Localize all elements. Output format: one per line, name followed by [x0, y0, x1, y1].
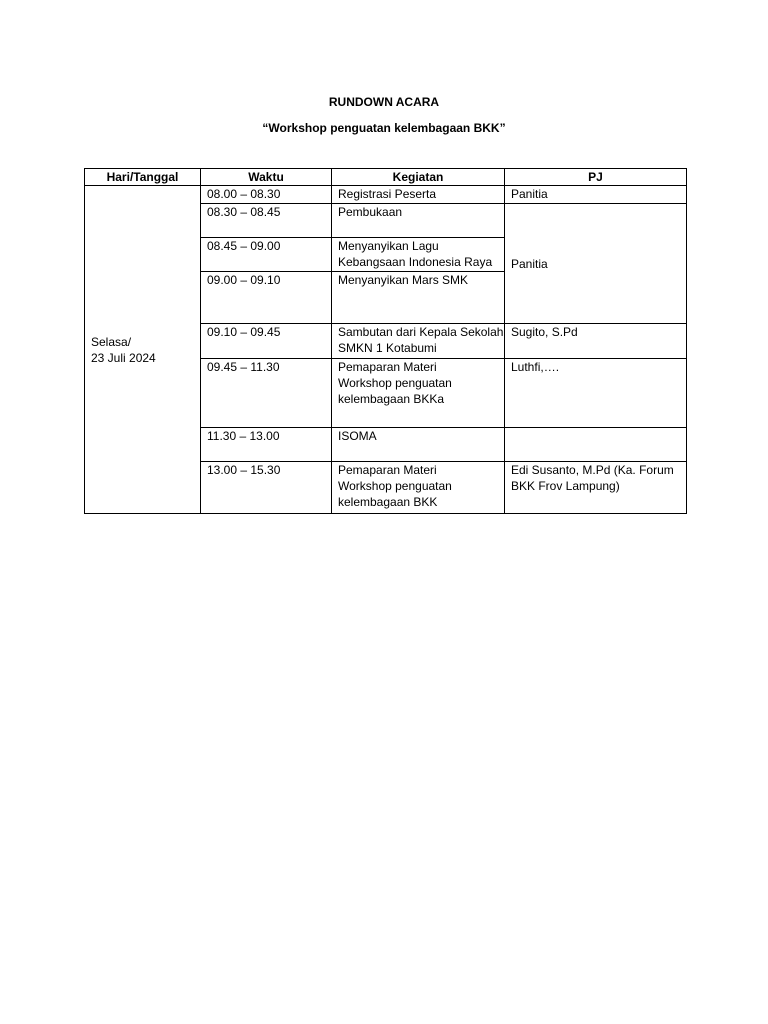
- table-row: [85, 186, 687, 204]
- waktu-cell: [201, 186, 332, 204]
- pj-text: Sugito, S.Pd: [511, 325, 578, 339]
- pj-text: Edi Susanto, M.Pd (Ka. Forum BKK Frov Lampung): [511, 463, 674, 493]
- waktu-text: 08.45 – 09.00: [207, 239, 281, 253]
- header-kegiatan: Kegiatan: [332, 169, 505, 186]
- kegiatan-cell: [332, 428, 505, 462]
- kegiatan-cell: [332, 186, 505, 204]
- kegiatan-text: Registrasi Peserta: [338, 187, 437, 201]
- waktu-cell: [201, 238, 332, 272]
- kegiatan-cell: [332, 462, 505, 514]
- hari-tanggal-text: Selasa/ 23 Juli 2024: [91, 334, 156, 365]
- waktu-text: 09.45 – 11.30: [207, 360, 280, 374]
- kegiatan-text: Pemaparan Materi Workshop penguatan kelembagaan BKK: [338, 463, 452, 509]
- pj-cell: [505, 428, 687, 462]
- header-hari-tanggal: Hari/Tanggal: [85, 169, 201, 186]
- waktu-cell: [201, 462, 332, 514]
- kegiatan-text: Pemaparan Materi Workshop penguatan kelembagaan BKKa: [338, 360, 452, 406]
- kegiatan-text: Sambutan dari Kepala Sekolah SMKN 1 Kotabumi: [338, 325, 504, 355]
- waktu-cell: [201, 324, 332, 359]
- kegiatan-cell: [332, 272, 505, 324]
- waktu-text: 13.00 – 15.30: [207, 463, 281, 477]
- pj-text: Luthfi,….: [511, 360, 560, 374]
- rundown-table: [84, 168, 687, 514]
- pj-cell: [505, 462, 687, 514]
- pj-text: Panitia: [511, 256, 548, 271]
- pj-text: Panitia: [511, 187, 548, 201]
- kegiatan-cell: [332, 204, 505, 238]
- waktu-text: 08.30 – 08.45: [207, 205, 281, 219]
- waktu-cell: [201, 428, 332, 462]
- kegiatan-text: Menyanyikan Mars SMK: [338, 273, 469, 287]
- pj-cell: [505, 204, 687, 324]
- waktu-text: 09.00 – 09.10: [207, 273, 281, 287]
- pj-cell: [505, 186, 687, 204]
- table-header-row: [85, 169, 687, 186]
- waktu-text: 08.00 – 08.30: [207, 187, 281, 201]
- waktu-cell: [201, 272, 332, 324]
- pj-cell: [505, 324, 687, 359]
- document-title: RUNDOWN ACARA: [328, 95, 440, 109]
- waktu-cell: [201, 204, 332, 238]
- kegiatan-cell: [332, 359, 505, 428]
- pj-cell: [505, 359, 687, 428]
- kegiatan-text: Menyanyikan Lagu Kebangsaan Indonesia Raya: [338, 239, 493, 269]
- waktu-text: 11.30 – 13.00: [207, 429, 280, 443]
- kegiatan-cell: [332, 324, 505, 359]
- kegiatan-cell: [332, 238, 505, 272]
- header-pj: PJ: [505, 169, 687, 186]
- document-subtitle: “Workshop penguatan kelembagaan BKK”: [262, 121, 506, 135]
- waktu-text: 09.10 – 09.45: [207, 325, 281, 339]
- kegiatan-text: ISOMA: [338, 429, 377, 443]
- hari-tanggal-cell: [85, 186, 201, 514]
- kegiatan-text: Pembukaan: [338, 205, 403, 219]
- header-waktu: Waktu: [201, 169, 332, 186]
- waktu-cell: [201, 359, 332, 428]
